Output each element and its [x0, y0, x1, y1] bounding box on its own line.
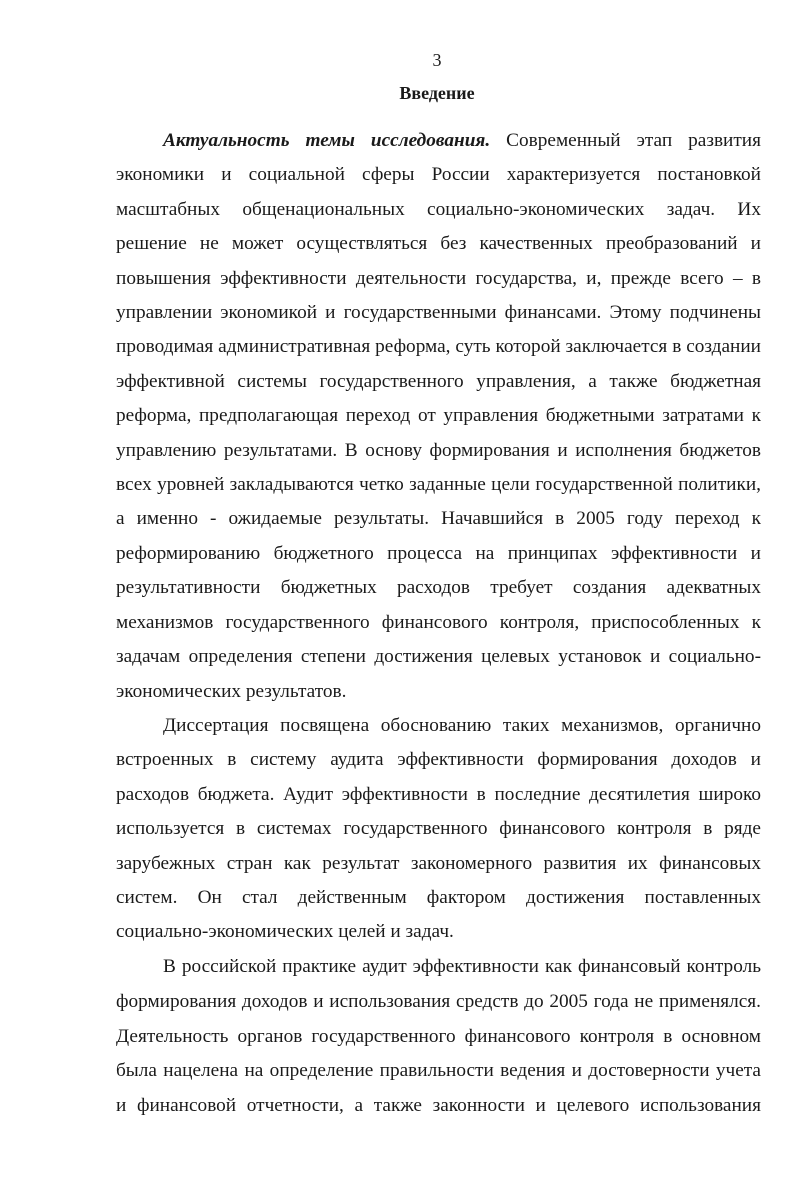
paragraph-text: В российской практике аудит эффективности как финансовый контроль формирования доходов и использования средств до 2005 года не применялся. Деятельность органов государственного финансового контроля в основном была нацелена на определение правильности ведения и достоверности учета и финансовой отчетности, а также законности и целевого использования: [116, 956, 761, 1117]
paragraph-text: [116, 124, 761, 709]
section-heading: Введение: [399, 83, 475, 103]
paragraph-russian-practice: [116, 950, 761, 1124]
paragraph-body: Современный этап развития экономики и социальной сферы России характеризуется постановкой масштабных общенациональных социально-экономических задач. Их решение не может осуществляться без качественных преобразований и повышения эффективности деятельности государства, и, прежде всего – в управлении экономикой и государственными финансами. Этому подчинены проводимая административная реформа, суть которой заключается в создании эффективной системы государственного управления, а также бюджетная реформа, предполагающая переход от управления бюджетными затратами к управлению результатами. В основу формирования и исполнения бюджетов всех уровней закладываются четко заданные цели государственной политики, а именно - ожидаемые результаты. Начавшийся в 2005 году переход к реформированию бюджетного процесса на принципах эффективности и результативности бюджетных расходов требует создания адекватных механизмов государственного финансового контроля, приспособленных к задачам определения степени достижения целевых установок и социально-экономических результатов.: [116, 130, 761, 702]
paragraph-relevance: [116, 124, 761, 709]
paragraph-dissertation: [116, 709, 761, 950]
paragraph-text: Диссертация посвящена обоснованию таких механизмов, органично встроенных в систему аудита эффективности формирования доходов и расходов бюджета. Аудит эффективности в последние десятилетия широко используется в системах государственного финансового контроля в ряде зарубежных стран как результат закономерного развития их финансовых систем. Он стал действенным фактором достижения поставленных социально-экономических целей и задач.: [116, 715, 761, 943]
page-number: 3: [432, 50, 442, 70]
paragraph-lead: Актуальность темы исследования.: [163, 130, 491, 151]
